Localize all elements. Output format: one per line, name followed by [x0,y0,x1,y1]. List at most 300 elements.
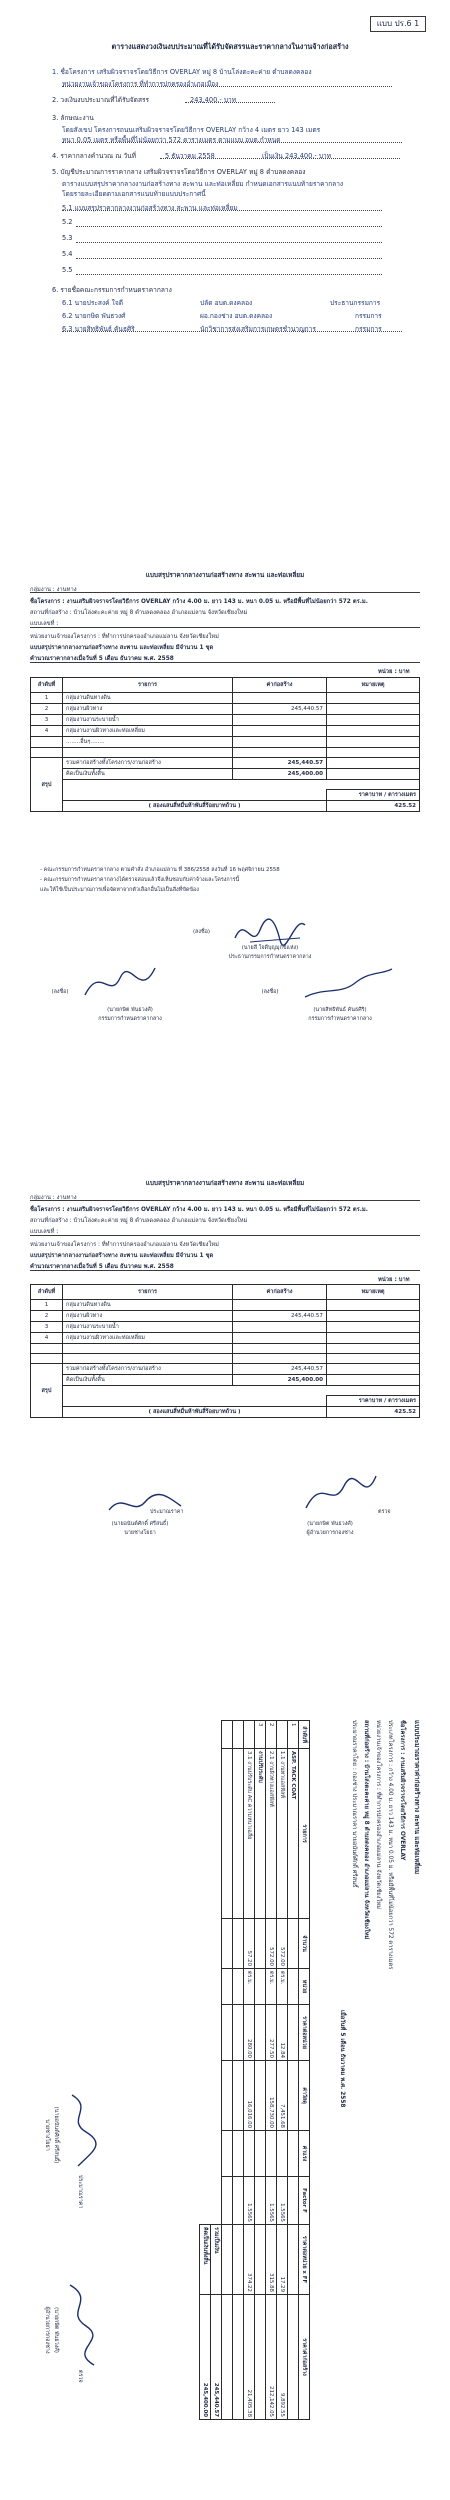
divider [185,102,275,103]
spacer [211,1721,222,2225]
divider [62,331,402,332]
left-role: กรรมการกำหนดราคากลาง [98,1016,162,1022]
price-label: ราคาบาท / ตารางเมตร [327,790,420,801]
col-item: รายการ [299,1749,310,1919]
table-row [277,1721,288,2420]
calc-value: เป็นเงิน 243,400.- บาท [262,152,332,160]
table-row [31,1300,420,1311]
divider [76,258,382,259]
row-labor [222,2131,233,2177]
row-unit-price: 280.00 [244,2005,255,2061]
row-factor: 1.5565 [277,2177,288,2225]
form-code: แบบ ปร.6 1 [370,16,426,32]
project-name: 1. ชื่อโครงการ เสริมผิวจราจรโดยวิธีการ OVERLAY หมู่ 8 บ้านโล่งตะคะค่าย ตำบลดงคลอง [52,68,312,76]
chair-role: ประธานกรรมการกำหนดราคากลาง [228,954,312,960]
row-note [327,737,420,748]
row-no: 3 [31,1322,63,1333]
row-material [222,2061,233,2131]
col-total: ราคาค่าก่อสร้าง [299,2295,310,2420]
row-price-ff: 374.22 [244,2225,255,2295]
table-header [299,1721,310,2420]
work-desc-1: โดยสังเขป โครงการถนนเสริมผิวจราจรโดยวิธีการ OVERLAY กว้าง 4 เมตร ยาว 143 เมตร [62,126,321,134]
row-unit-price [255,2005,266,2061]
attachment-4: 5.4 [62,250,73,258]
final-label: คิดเป็นเงินทั้งสิ้น [63,769,233,780]
project-owner: หน่วยงานเจ้าของโครงการ : ที่ทำการปกครองอำเภอแม่ลาน จังหวัดเชียงใหม่ [30,634,219,640]
row-cost: 245,440.57 [233,1311,327,1322]
row-total: 9,892.55 [277,2295,288,2420]
row-item: 1.1 งานทาแอสฟัลท์ [277,1749,288,1919]
amount-words: ( สองแสนสี่หมื่นห้าพันสี่ร้อยบาทถ้วน ) [63,1407,327,1418]
row-note [327,1300,420,1311]
col-unit: หน่วย [299,1969,310,2005]
table-row [31,1333,420,1344]
row-note [327,1311,420,1322]
price-value: 425.52 [327,801,420,812]
table-row [31,1344,420,1354]
row-item: กลุ่มงานดินทางดิน [63,693,233,704]
row-no: 1 [288,1721,299,1749]
row-item: กลุ่มงานดินทางดิน [63,1300,233,1311]
row-factor [222,2177,233,2225]
work-type-label: 3. ลักษณะงาน [52,114,94,122]
signature-right [300,965,395,1005]
col-note: หมายเหตุ [327,1285,420,1300]
committee-3-name: 6.3 นายสิทธิพันธ์ คันธศิริ [62,325,135,333]
checker-name: (นายกษิต พันธวงศ์) [307,1521,353,1527]
committee-1-name: 6.1 นายประสงค์ ใจดี [62,299,124,307]
row-item: กลุ่มงานงานระบายน้ำ [63,715,233,726]
final-label: คิดเป็นเงินทั้งสิ้น [200,2225,211,2295]
col-no: ลำดับที่ [31,1285,63,1300]
row-note [327,769,420,780]
project-owner: หน่วยงานเจ้าของโครงการ ที่ทำการปกครองอำเภอเมือง [62,80,219,88]
row-unit-price: 12.84 [277,2005,288,2061]
attachment-3: 5.3 [62,234,73,242]
detail-place: สถานที่ก่อสร้าง : บ้านโล่งตะคะค่าย หมู่ 8 ตำบลดงคลอง อำเภอแม่ลาน จังหวัดเชียงใหม่ [363,1720,369,1940]
attachment-5: 5.5 [62,266,73,274]
divider [30,592,420,593]
row-note [327,1364,420,1375]
table-row [31,1322,420,1333]
table-row [222,1721,233,2420]
row-factor [255,2177,266,2225]
table-row [31,726,420,737]
checker-title: ตรวจ [77,2370,83,2383]
row-material: 7,451.68 [277,2061,288,2131]
total-label: รวมเป็นเงิน [211,2225,222,2295]
row-price-ff [255,2225,266,2295]
row-price-ff [222,2225,233,2295]
spacer [63,790,327,801]
final-value: 245,400.00 [233,1375,327,1386]
sum-row [31,1364,420,1375]
row-material: 16,016.00 [244,2061,255,2131]
detail-estimator: ประมาณราคาโดย : กองช่าง ประมาณราคา นายอนันต์ศักดิ์ ศรีสนธิ์ [351,1720,357,1888]
table-row [266,1721,277,2420]
row-labor [277,2131,288,2177]
row-labor [266,2131,277,2177]
row-unit [222,1969,233,2005]
divider [76,274,382,275]
estimator-name: (นายอนันต์ศักดิ์ ศรีสนธิ์) [111,1521,169,1527]
row-unit: ตร.ม. [266,1969,277,2005]
table-row [31,1311,420,1322]
work-group: กลุ่มงาน : งานทาง [30,587,77,593]
row-unit-price [288,2005,299,2061]
table-row [31,704,420,715]
divider [30,662,420,663]
row-factor [288,2177,299,2225]
row-no: 4 [31,1333,63,1344]
estimator-position: นายช่างโยธา [44,2119,50,2151]
row-no: 4 [31,726,63,737]
row-no [277,1721,288,1749]
conclude-label: สรุป [31,758,63,812]
total-row [211,1721,222,2420]
divider [30,1270,420,1271]
row-cost [233,1300,327,1311]
note-1: - คณะกรรมการกำหนดราคากลาง ตามคำสั่ง อำเภอแม่ลาน ที่ 386/2558 ลงวันที่ 16 พฤศจิกายน 2558 [40,867,280,873]
spacer [200,1721,211,2225]
detail-owner: หน่วยงานเจ้าของโครงการ : ที่ทำการปกครองอำเภอแม่ลาน จังหวัดเชียงใหม่ [375,1720,381,1909]
signature-estimator [60,2090,100,2170]
detail-project: ชื่อโครงการ : งานเสริมผิวจราจรโดยวิธีการ OVERLAY [399,1720,405,1861]
table-row [31,715,420,726]
row-price-ff: 315.88 [266,2225,277,2295]
row-total [255,2295,266,2420]
checker-name: (นายกษิต พันธวงศ์) [53,2307,59,2353]
row-item: ........อื่นๆ........ [63,737,233,748]
spacer [63,1386,420,1396]
attachment-1: 5.1 แบบสรุปราคากลางงานก่อสร้างทาง สะพาน และท่อเหลี่ยม [62,204,238,212]
row-price-ff [288,2225,299,2295]
detail-title: แบบประมาณราคาค่าก่อสร้างทาง สะพาน และท่อเหลี่ยม [413,1720,421,1875]
row-item: กลุ่มงานผิวทาง [63,704,233,715]
estimator-title: ประมาณราคา [77,2175,83,2209]
row-unit [255,1969,266,2005]
row-unit-price [233,2005,244,2061]
table-header [31,678,420,693]
divider [30,1200,420,1201]
row-note [327,748,420,758]
row-note [327,1354,420,1364]
row-factor: 1.5565 [244,2177,255,2225]
calc-date-label: 4. ราคากลางคำนวณ ณ วันที่ [52,152,137,160]
row-material [288,2061,299,2131]
words-row [31,1407,420,1418]
row-item: กลุ่มงานงานผิวทางและท่อเหลี่ยม [63,726,233,737]
row-no [233,1721,244,1749]
row-labor [233,2131,244,2177]
work-desc-2: หนา 0.05 เมตร หรือพื้นที่ไม่น้อยกว่า 572 ตารางเมตร ตามแบบ อบต.กำหนด [62,136,281,144]
total-value: 245,440.57 [211,2295,222,2420]
detail-date: เมื่อวันที่ 5 เดือน ธันวาคม พ.ศ. 2558 [339,2010,345,2108]
sum-label: รวมค่าก่อสร้างทั้งโครงการ/งานก่อสร้าง [63,1364,233,1375]
row-cost [233,748,327,758]
estimator-title: ประมาณราคา [150,1509,184,1515]
col-price-ff: ราคาต่อหน่วย x FF [299,2225,310,2295]
row-unit-price [222,2005,233,2061]
row-material [255,2061,266,2131]
form-number: แบบเลขที่ : [30,621,59,627]
row-cost [233,726,327,737]
note-2: - คณะกรรมการกำหนดราคากลางได้ตรวจสอบแล้วจึงเห็นชอบกับค่าจ้างและโครงการนี้ [40,877,240,883]
rotated-detail-sheet [20,1680,430,2480]
row-note [327,758,420,769]
row-item: 2.1 งานผิวทางแอสฟัลท์ [266,1749,277,1919]
col-item: รายการ [63,1285,233,1300]
row-no: 3 [31,715,63,726]
row-no [31,1354,63,1364]
conclude-label: สรุป [31,1364,63,1418]
sum-label: รวมค่าก่อสร้างทั้งโครงการ/งานก่อสร้าง [63,758,233,769]
row-factor: 1.5565 [266,2177,277,2225]
col-no: ลำดับที่ [299,1721,310,1749]
row-no: 1 [31,1300,63,1311]
final-row [31,769,420,780]
committee-1-rank: ปลัด อบต.ดงคลอง [200,299,253,307]
committee-1-role: ประธานกรรมการ [330,299,381,307]
checker-position: ผู้อำนวยการกองช่าง [44,2306,50,2354]
divider [160,158,400,159]
row-total [222,2295,233,2420]
row-qty: 572.00 [266,1919,277,1969]
row-no: 2 [266,1721,277,1749]
summary-title: แบบสรุปราคากลางงานก่อสร้างทาง สะพาน และท่อเหลี่ยม [145,1179,305,1187]
row-material: 158,730.00 [266,2061,277,2131]
budget-label: 2. วงเงินงบประมาณที่ได้รับจัดสรร [52,96,150,104]
row-cost [233,737,327,748]
project-name: ชื่อโครงการ : งานเสริมผิวจราจรโดยวิธีการ OVERLAY กว้าง 4.00 ม. ยาว 143 ม. หนา 0.05 ม. หรือมีพื้นที่ไม่น้อยกว่า 572 ตร.ม. [30,599,368,605]
divider [30,1235,420,1236]
sum-row [31,758,420,769]
row-qty: 572.00 [277,1919,288,1969]
row-cost [233,693,327,704]
sig-prefix: (ลงชื่อ) [51,989,69,995]
committee-2-rank: ผอ.กองช่าง อบต.ดงคลอง [200,312,273,320]
price-label: ราคาบาท / ตารางเมตร [327,1396,420,1407]
row-item: กลุ่มงานงานระบายน้ำ [63,1322,233,1333]
committee-2-role: กรรมการ [355,312,382,320]
note-3: และให้ใช้เป็นประมาณการเพื่อจัดหาจากตัวเลือกอื่นไม่เป็นสิ่งที่ขัดข้อง [40,887,199,893]
summary-count: แบบสรุปราคากลางงานก่อสร้างทาง สะพาน และท่อเหลี่ยม มีจำนวน 1 ชุด [30,645,214,651]
unit-label: หน่วย : บาท [378,669,410,675]
table-row [31,737,420,748]
divider [76,226,382,227]
divider [62,86,392,87]
estimate-list-label: 5. บัญชีประมาณการราคากลาง เสริมผิวจราจรโดยวิธีการ OVERLAY หมู่ 8 ตำบลดงคลอง [52,168,306,176]
sum-value: 245,440.57 [233,1364,327,1375]
row-item [63,1354,233,1364]
committee-2-name: 6.2 นายกษิต พันธวงศ์ [62,312,126,320]
project-name: ชื่อโครงการ : งานเสริมผิวจราจรโดยวิธีการ OVERLAY กว้าง 4.00 ม. ยาว 143 ม. หนา 0.05 ม. หรือมีพื้นที่ไม่น้อยกว่า 572 ตร.ม. [30,1207,368,1213]
row-total [233,2295,244,2420]
col-unit-price: ราคาต่อหน่วย [299,2005,310,2061]
row-no: 3 [255,1721,266,1749]
row-unit-price: 277.50 [266,2005,277,2061]
signature-checker [60,2280,100,2370]
row-note [327,693,420,704]
detail-page [0,1660,450,2500]
row-no: 2 [31,704,63,715]
project-owner: หน่วยงานเจ้าของโครงการ : ที่ทำการปกครองอำเภอแม่ลาน จังหวัดเชียงใหม่ [30,1242,219,1248]
row-unit: ตร.ม. [277,1969,288,2005]
estimate-desc-1: ตารางแบบสรุปราคากลางงานก่อสร้างทาง สะพาน และท่อเหลี่ยม กำหนดเอกสารแนบท้ายราคากลาง [62,180,344,188]
site-location: สถานที่ก่อสร้าง : บ้านโล่งตะคะค่าย หมู่ 8 ตำบลดงคลอง อำเภอแม่ลาน จังหวัดเชียงใหม่ [30,610,248,616]
table-row [233,1721,244,2420]
row-price-ff: 17.29 [277,2225,288,2295]
table-row [255,1721,266,2420]
row-material [233,2061,244,2131]
col-qty: จำนวน [299,1919,310,1969]
final-row [31,1375,420,1386]
committee-3-role: กรรมการ [355,325,382,333]
announcement-page [0,0,450,560]
calc-date: คำนวณราคากลางเมื่อวันที่ 5 เดือน ธันวาคม พ.ศ. 2558 [30,656,174,662]
row-qty [222,1919,233,1969]
row-item: กลุ่มงานผิวทาง [63,1311,233,1322]
row-total [288,2295,299,2420]
checker-title: ตรวจ [378,1509,391,1515]
row-item [63,748,233,758]
final-label: คิดเป็นเงินทั้งสิ้น [63,1375,233,1386]
detail-table [199,1720,310,2420]
right-role: กรรมการกำหนดราคากลาง [308,1016,372,1022]
signature-left [80,960,160,1005]
row-qty [233,1919,244,1969]
row-item: ASP. TACK COAT [288,1749,299,1919]
final-value: 245,400.00 [233,769,327,780]
estimate-desc-2: โดยรายละเอียดตามเอกสารแนบท้ายแบบประกาศนี้ [62,190,206,198]
table-row [31,1354,420,1364]
row-item [63,1344,233,1354]
attachment-2: 5.2 [62,218,73,226]
spacer-row [31,1386,420,1396]
row-price-ff [233,2225,244,2295]
summary-table [30,1284,420,1418]
table-header [31,1285,420,1300]
row-labor [244,2131,255,2177]
signature-checker [300,1470,380,1515]
summary-page-1 [0,560,450,1120]
row-no [222,1721,233,1749]
row-total: 212,142.05 [266,2295,277,2420]
row-cost [233,1333,327,1344]
row-no [31,1344,63,1354]
left-name: (นายกษิต พันธวงศ์) [107,1007,153,1013]
page-title: ตารางแสดงวงเงินงบประมาณที่ได้รับจัดสรรและราคากลางในงานจ้างก่อสร้าง [111,42,349,51]
row-factor [233,2177,244,2225]
spacer [63,1396,327,1407]
estimator-name: (นายอนันต์ศักดิ์ ศรีสนธิ์) [53,2106,59,2164]
row-cost [233,715,327,726]
row-unit [233,1969,244,2005]
chair-name: (นายสี ใจดีบุญมุกข์แห่ง) [241,945,299,951]
row-labor [255,2131,266,2177]
col-material: ค่าวัสดุ [299,2061,310,2131]
col-cost: ค่าก่อสร้าง [233,678,327,693]
final-row [200,1721,211,2420]
row-note [327,704,420,715]
calc-date: คำนวณราคากลางเมื่อวันที่ 5 เดือน ธันวาคม พ.ศ. 2558 [30,1264,174,1270]
row-item: งานปรับระดับ [255,1749,266,1919]
row-cost: 245,440.57 [233,704,327,715]
checker-role: ผู้อำนวยการกองช่าง [306,1530,354,1536]
summary-table [30,677,420,812]
row-item [233,1749,244,1919]
calc-date: 5 ธันวาคม 2558 [165,152,215,160]
row-unit [288,1969,299,2005]
row-qty [288,1919,299,1969]
divider [62,142,402,143]
row-note [327,1333,420,1344]
estimator-role: นายช่างโยธา [124,1530,156,1536]
row-item [222,1749,233,1919]
col-no: ลำดับที่ [31,678,63,693]
row-labor [288,2131,299,2177]
budget-value: 243,400.- บาท [190,96,237,104]
row-no: 1 [31,693,63,704]
right-name: (นายสิทธิพันธ์ คันธศิริ) [313,1007,367,1013]
table-row [31,693,420,704]
summary-page-2 [0,1170,450,1660]
col-note: หมายเหตุ [327,678,420,693]
form-number: แบบเลขที่ : [30,1229,59,1235]
row-no [31,748,63,758]
divider [76,242,382,243]
detail-type: ประเภทโครงการ : กว้าง 4.00 ม. ยาว 143 ม. หนา 0.05 ม. หรือมีพื้นที่ไม่น้อยกว่า 572 ตารางเมตร [387,1720,393,1970]
amount-words: ( สองแสนสี่หมื่นห้าพันสี่ร้อยบาทถ้วน ) [63,801,327,812]
row-item: กลุ่มงานงานผิวทางและท่อเหลี่ยม [63,1333,233,1344]
row-note [327,1322,420,1333]
words-row [31,801,420,812]
row-cost [233,1354,327,1364]
col-factor: Factor F [299,2177,310,2225]
col-item: รายการ [63,678,233,693]
sum-value: 245,440.57 [233,758,327,769]
row-qty: 57.20 [244,1919,255,1969]
row-no [244,1721,255,1749]
site-location: สถานที่ก่อสร้าง : บ้านโล่งตะคะค่าย หมู่ 8 ตำบลดงคลอง อำเภอแม่ลาน จังหวัดเชียงใหม่ [30,1218,248,1224]
spacer-row [31,780,420,790]
col-labor: ค่าแรง [299,2131,310,2177]
price-row [31,1396,420,1407]
committee-3-rank: นักวิชาการส่งเสริมการเกษตรชำนาญการ [200,325,316,333]
row-total: 21,405.38 [244,2295,255,2420]
row-no: 2 [31,1311,63,1322]
spacer [63,780,420,790]
sig-prefix: (ลงชื่อ) [192,929,210,935]
work-group: กลุ่มงาน : งานทาง [30,1195,77,1201]
row-no [31,737,63,748]
table-row [288,1721,299,2420]
row-unit: ตร.ม. [244,1969,255,2005]
final-value: 245,400.00 [200,2295,211,2420]
row-qty [255,1919,266,1969]
row-note [327,726,420,737]
sig-prefix: (ลงชื่อ) [261,989,279,995]
table-row [31,748,420,758]
row-note [327,1344,420,1354]
summary-count: แบบสรุปราคากลางงานก่อสร้างทาง สะพาน และท่อเหลี่ยม มีจำนวน 1 ชุด [30,1253,214,1259]
price-row [31,790,420,801]
col-cost: ค่าก่อสร้าง [233,1285,327,1300]
row-item: 3.1 งานปรับระดับ AC ความหนาเฉลี่ย [244,1749,255,1919]
table-row [244,1721,255,2420]
row-note [327,1375,420,1386]
price-value: 425.52 [327,1407,420,1418]
